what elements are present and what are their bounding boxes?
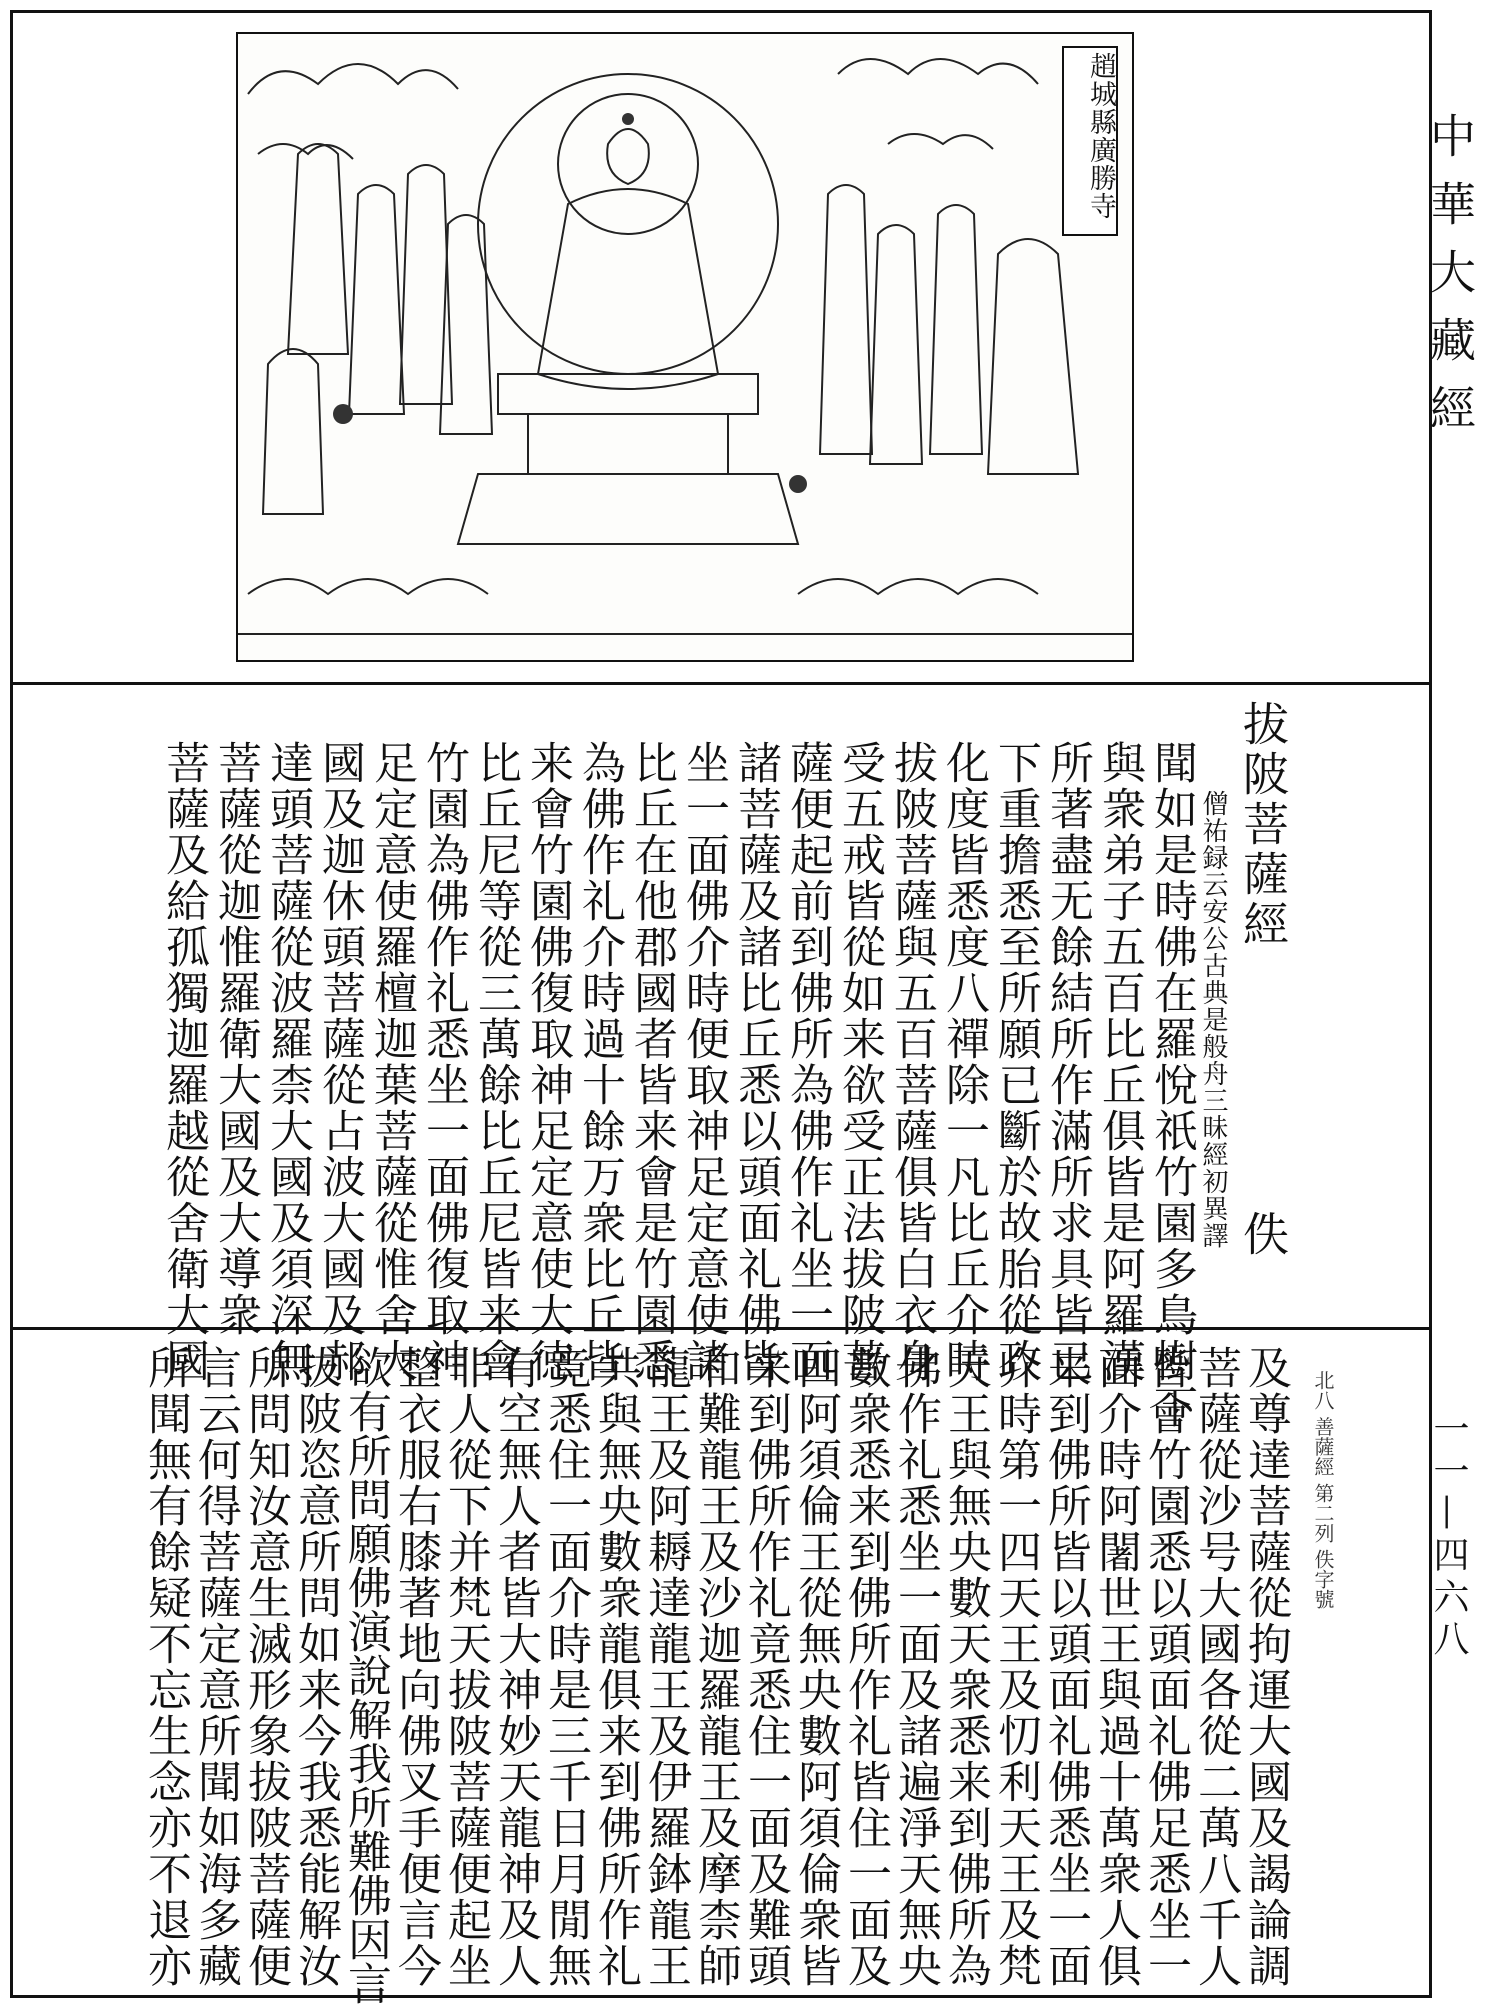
illustration-caption: 趙城縣廣勝寺: [1062, 46, 1118, 236]
text-column: 所問知汝意生滅形象拔陂菩薩便: [240, 1345, 291, 1989]
text-column: 拔陂恣意所問如来今我悉能解汝: [290, 1345, 341, 1989]
text-column: 龍王及阿耨達龍王及伊羅鉢龍王: [640, 1345, 691, 1989]
text-column: 所著盡无餘結所作滿所求具皆已: [1042, 740, 1093, 1384]
text-column: 和難龍王及沙迦羅龍王及摩柰師: [690, 1345, 741, 1989]
text-column: 言云何得菩薩定意所聞如海多藏: [190, 1345, 241, 1989]
text-column: 化度皆悉度八禪除一凡比丘介時: [938, 740, 989, 1384]
text-column: 及尊達菩薩從拘運大國及謁論調: [1240, 1345, 1291, 1989]
text-column: 天王與無央數天衆悉来到佛所為: [940, 1345, 991, 1989]
text-column: 有空無人者皆大神妙天龍神及人: [490, 1345, 541, 1989]
text-column: 佛作礼悉坐一面及諸遍淨天無央: [890, 1345, 941, 1989]
text-column: 面介時阿闍世王與過十萬衆人俱: [1090, 1345, 1141, 1989]
sutra-attribution: 僧祐録云安公古典是般舟三昧經初異譯: [1198, 790, 1228, 1249]
text-column: 為佛作礼介時過十餘万衆比丘皆: [574, 740, 625, 1384]
section-divider-top: [10, 682, 1432, 685]
sutra-title: 拔陂菩薩經: [1236, 700, 1290, 950]
woodblock-illustration: [236, 32, 1134, 662]
text-column: 所聞無有餘疑不忘生念亦不退亦: [140, 1345, 191, 1989]
text-column: 數衆悉来到佛所作礼皆住一面及: [840, 1345, 891, 1989]
text-column: 竹園為佛作礼悉坐一面佛復取神: [418, 740, 469, 1384]
illustration-drawing: [238, 34, 1132, 660]
text-column: 薩便起前到佛所為佛作礼坐一面: [782, 740, 833, 1384]
text-column: 来會竹園佛復取神足定意使大徳: [522, 740, 573, 1384]
text-column: 来到佛所皆以頭面礼佛悉坐一面: [1040, 1345, 1091, 1989]
text-column: 介時第一四天王及忉利天王及梵: [990, 1345, 1041, 1989]
text-column: 竟悉住一面介時是三千日月閒無: [540, 1345, 591, 1989]
text-column: 達頭菩薩從波羅柰大國及須深無: [262, 740, 313, 1384]
text-column: 受五戒皆從如来欲受正法拔陂菩: [834, 740, 885, 1384]
text-column: 皆會竹園悉以頭面礼佛足悉坐一: [1140, 1345, 1191, 1989]
text-column: 國及迦休頭菩薩從占波大國及郝: [314, 740, 365, 1384]
text-column: 四阿須倫王從無央數阿須倫衆皆: [790, 1345, 841, 1989]
text-column: 坐一面佛介時便取神足定意使諸: [678, 740, 729, 1384]
text-column: 拔陂菩薩與五百菩薩俱皆白衣身: [886, 740, 937, 1384]
text-column: 下重擔悉至所願已斷於故胎從政: [990, 740, 1041, 1384]
collection-title: 中華大藏經: [1423, 112, 1477, 452]
edge-note: 北八 善薩經 第二列 佚字號: [1311, 1370, 1335, 1610]
text-column: 聞如是時佛在羅悅祇竹園多鳥樹下: [1146, 740, 1197, 1430]
text-column: 整衣服右膝著地向佛叉手便言今: [390, 1345, 441, 1989]
text-column: 菩薩從沙号大國各從二萬八千人: [1190, 1345, 1241, 1989]
lost-text-mark: 佚: [1236, 1210, 1290, 1260]
text-column: 欲有所問願佛演說解我所難佛因言: [340, 1345, 391, 2005]
text-column: 比丘尼等從三萬餘比丘尼皆来會: [470, 740, 521, 1384]
text-column: 非人從下并梵天拔陂菩薩便起坐: [440, 1345, 491, 1989]
text-column: 来到佛所作礼竟悉住一面及難頭: [740, 1345, 791, 1989]
text-column: 比丘在他郡國者皆来會是竹園悉: [626, 740, 677, 1384]
text-column: 與衆弟子五百比丘俱皆是阿羅漢: [1094, 740, 1145, 1384]
text-column: 菩薩從迦惟羅衛大國及大導衆: [210, 740, 261, 1338]
text-column: 足定意使羅檀迦葉菩薩從惟舍大: [366, 740, 417, 1384]
text-column: 菩薩及給孤獨迦羅越從舍衛大國: [158, 740, 209, 1384]
page-number: 一一—四六八: [1428, 1410, 1469, 1662]
text-column: 諸菩薩及諸比丘悉以頭面礼佛皆: [730, 740, 781, 1384]
text-column: 共與無央數衆龍俱来到佛所作礼: [590, 1345, 641, 1989]
